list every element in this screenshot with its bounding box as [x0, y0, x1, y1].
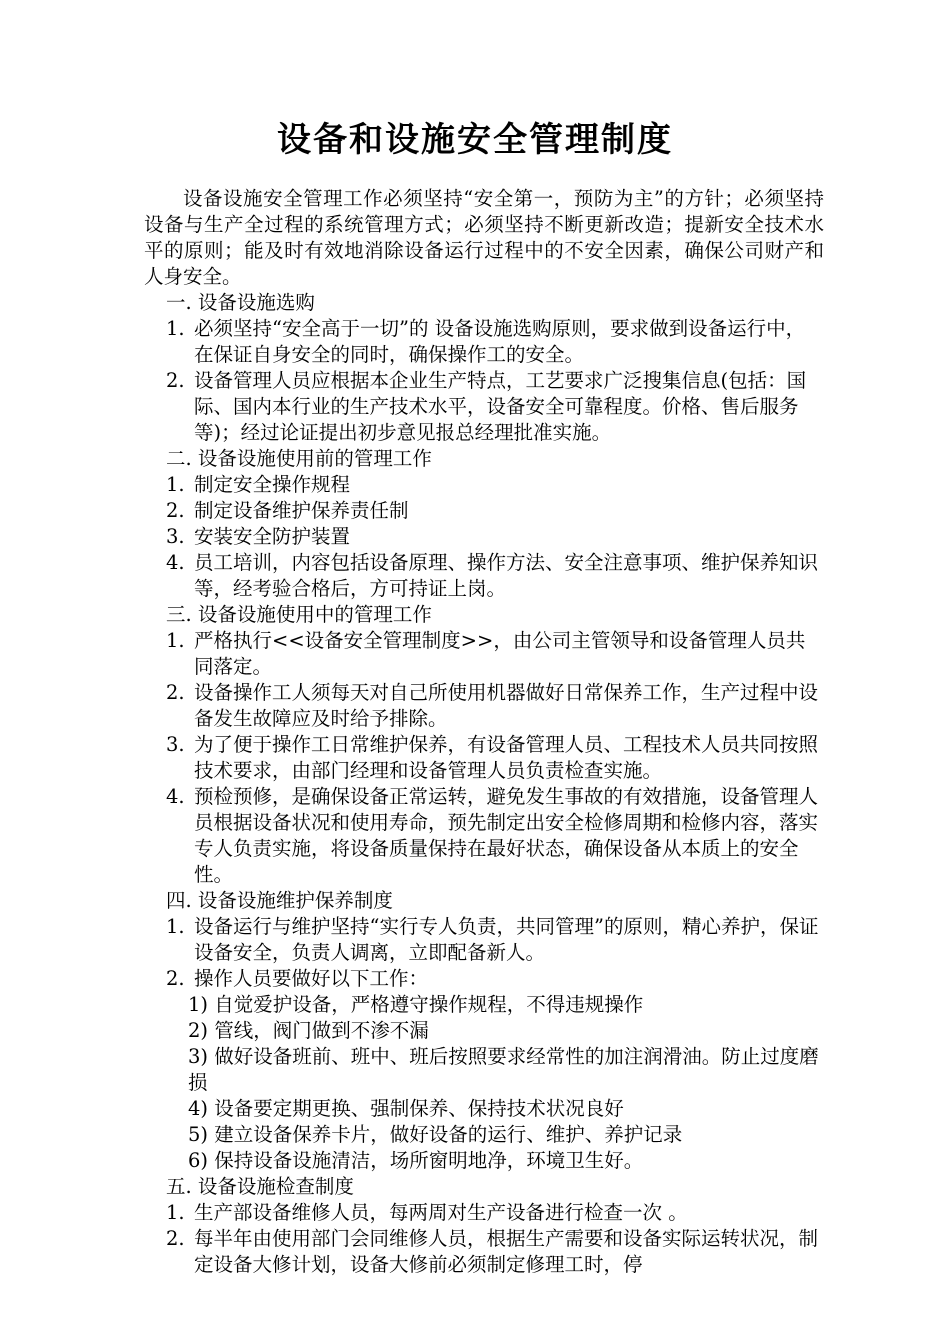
section-heading: 一. 设备设施选购	[166, 291, 315, 314]
item-text: 制定设备维护保养责任制	[194, 499, 409, 522]
item-text: 生产部设备维修人员，每两周对生产设备进行检查一次 。	[194, 1201, 688, 1224]
list-item	[166, 550, 824, 602]
document-title: 设备和设施安全管理制度	[277, 120, 673, 160]
item-number: 1.	[166, 317, 185, 340]
list-item	[166, 524, 824, 550]
item-number: 4.	[166, 785, 185, 808]
item-text: 预检预修，是确保设备正常运转，避免发生事故的有效措施，设备管理人员根据设备状况和使用寿命，预先制定出安全检修周期和检修内容，落实专人负责实施，将设备质量保持在最好状态，确保设备从本质上的安全性。	[194, 785, 819, 886]
item-text: 操作人员要做好以下工作：	[194, 967, 429, 990]
section-heading: 五. 设备设施检查制度	[166, 1175, 354, 1198]
item-text: 为了便于操作工日常维护保养，有设备管理人员、工程技术人员共同按照技术要求，由部门经理和设备管理人员负责检查实施。	[194, 733, 819, 782]
item-number: 1.	[166, 629, 185, 652]
list-item	[166, 498, 824, 524]
item-text: 每半年由使用部门会同维修人员，根据生产需要和设备实际运转状况，制定设备大修计划，设备大修前必须制定修理工时，停	[194, 1227, 819, 1276]
item-text: 设备操作工人须每天对自己所使用机器做好日常保养工作，生产过程中设备发生故障应及时给予排除。	[194, 681, 819, 730]
list-item	[166, 732, 824, 784]
item-text: 设备运行与维护坚持“实行专人负责，共同管理”的原则，精心养护，保证设备安全，负责人调离，立即配备新人。	[194, 915, 819, 964]
list-item	[166, 680, 824, 732]
sub-item: 2) 管线，阀门做到不渗不漏	[188, 1019, 429, 1042]
item-text: 员工培训，内容包括设备原理、操作方法、安全注意事项、维护保养知识等，经考验合格后，方可持证上岗。	[194, 551, 819, 600]
section-heading: 三. 设备设施使用中的管理工作	[166, 603, 432, 626]
item-text: 设备管理人员应根据本企业生产特点，工艺要求广泛搜集信息(包括：国际、国内本行业的生产技术水平，设备安全可靠程度。价格、售后服务等)；经过论证提出初步意见报总经理批准实施。	[194, 369, 807, 444]
list-item	[166, 1200, 824, 1226]
list-item	[166, 628, 824, 680]
section-heading: 四. 设备设施维护保养制度	[166, 889, 393, 912]
section-heading: 二. 设备设施使用前的管理工作	[166, 447, 432, 470]
list-item	[166, 472, 824, 498]
sub-item: 4) 设备要定期更换、强制保养、保持技术状况良好	[188, 1097, 624, 1120]
list-item	[166, 784, 824, 888]
item-number: 2.	[166, 369, 185, 392]
sub-item: 6) 保持设备设施清洁，场所窗明地净，环境卫生好。	[188, 1149, 644, 1172]
item-text: 安装安全防护装置	[194, 525, 351, 548]
intro-paragraph: 设备设施安全管理工作必须坚持“安全第一，预防为主”的方针；必须坚持设备与生产全过程的系统管理方式；必须坚持不断更新改造；提新安全技术水平的原则；能及时有效地消除设备运行过程中的不安全因素，确保公司财产和人身安全。	[144, 187, 824, 288]
item-number: 2.	[166, 967, 185, 990]
sub-item: 3) 做好设备班前、班中、班后按照要求经常性的加注润滑油。防止过度磨损	[188, 1045, 819, 1094]
list-item	[166, 966, 824, 992]
item-number: 1.	[166, 1201, 185, 1224]
list-item	[166, 1226, 824, 1278]
item-number: 2.	[166, 1227, 185, 1250]
sub-item: 1) 自觉爱护设备，严格遵守操作规程，不得违规操作	[188, 993, 644, 1016]
list-item	[166, 368, 824, 446]
item-number: 3.	[166, 733, 185, 756]
sub-item: 5) 建立设备保养卡片，做好设备的运行、维护、养护记录	[188, 1123, 683, 1146]
item-number: 3.	[166, 525, 185, 548]
item-text: 必须坚持“安全高于一切”的 设备设施选购原则，要求做到设备运行中，在保证自身安全的同时，确保操作工的安全。	[194, 317, 806, 366]
list-item	[166, 316, 824, 368]
item-number: 4.	[166, 551, 185, 574]
item-number: 2.	[166, 681, 185, 704]
document-body	[144, 186, 824, 1278]
item-number: 2.	[166, 499, 185, 522]
item-text: 制定安全操作规程	[194, 473, 351, 496]
list-item	[166, 914, 824, 966]
item-text: 严格执行<<设备安全管理制度>>，由公司主管领导和设备管理人员共同落定。	[194, 629, 806, 678]
item-number: 1.	[166, 473, 185, 496]
item-number: 1.	[166, 915, 185, 938]
